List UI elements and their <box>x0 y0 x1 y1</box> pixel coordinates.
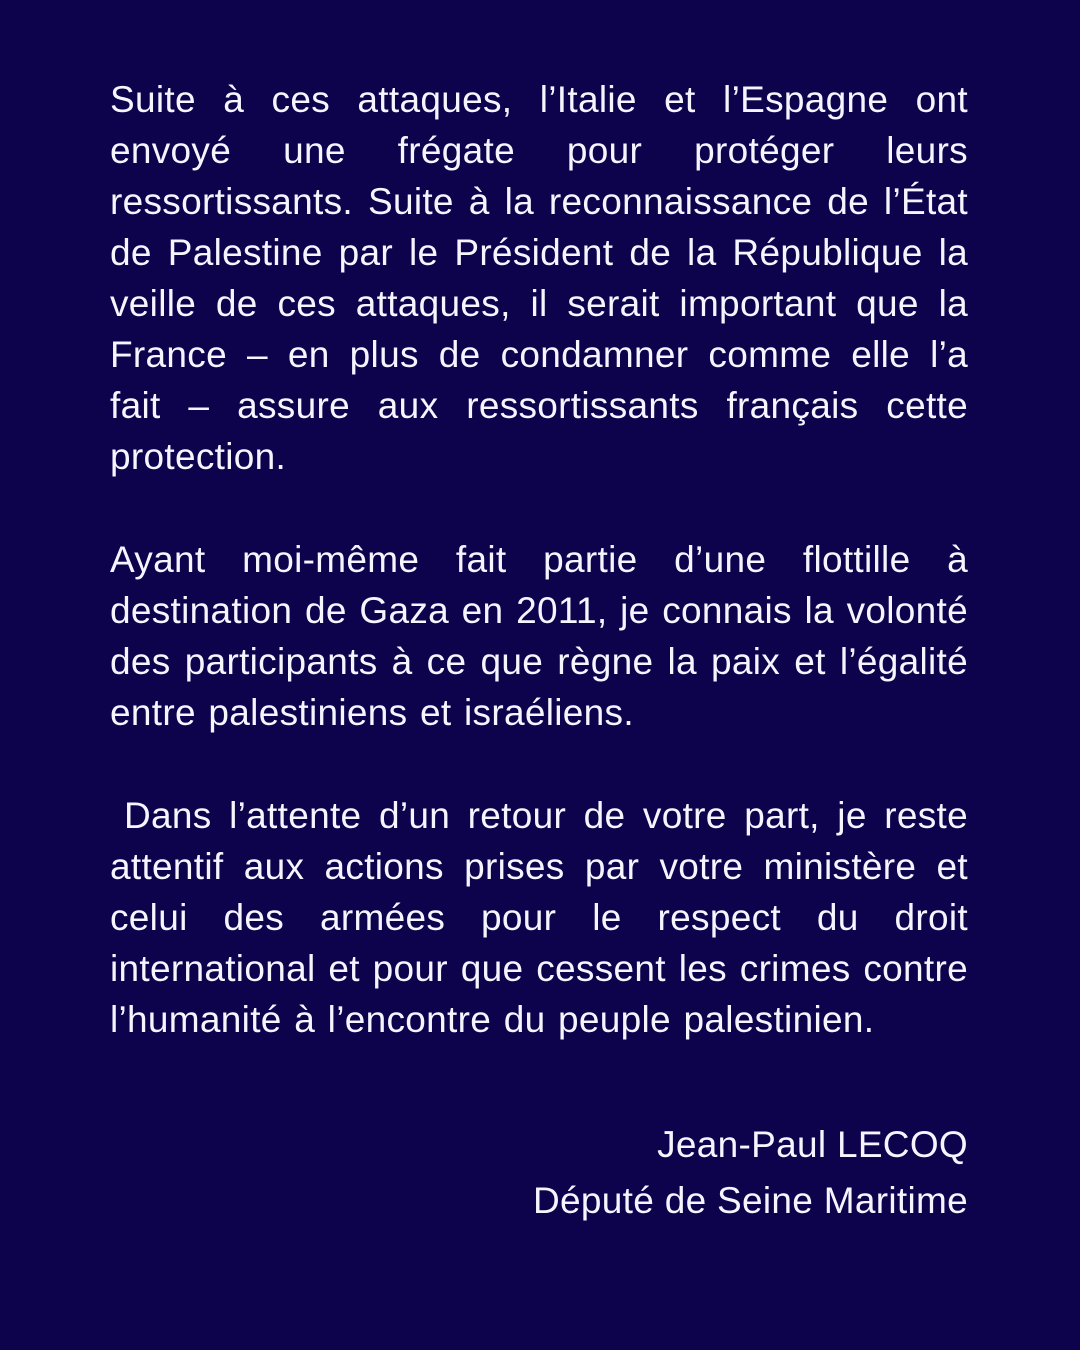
signature-name: Jean-Paul LECOQ <box>657 1124 968 1165</box>
letter-paragraph-1: Suite à ces attaques, l’Italie et l’Espagne ont envoyé une frégate pour protéger leurs ressortissants. Suite à la reconnaissance de l’État de Palestine par le Président de la République la veille de ces attaques, il serait important que la France – en plus de condamner comme elle l’a fait – assure aux ressortissants français cette protection. <box>110 79 968 477</box>
signature-title: Député de Seine Maritime <box>533 1180 968 1221</box>
letter-body <box>110 74 968 1045</box>
signature-block <box>110 1117 968 1229</box>
letter-paragraph-2: Ayant moi-même fait partie d’une flottille à destination de Gaza en 2011, je connais la volonté des participants à ce que règne la paix et l’égalité entre palestiniens et israéliens. <box>110 539 968 733</box>
letter-paragraph-3: Dans l’attente d’un retour de votre part, je reste attentif aux actions prises par votre ministère et celui des armées pour le respect du droit international et pour que cessent les crimes contre l’humanité à l’encontre du peuple palestinien. <box>110 795 968 1040</box>
